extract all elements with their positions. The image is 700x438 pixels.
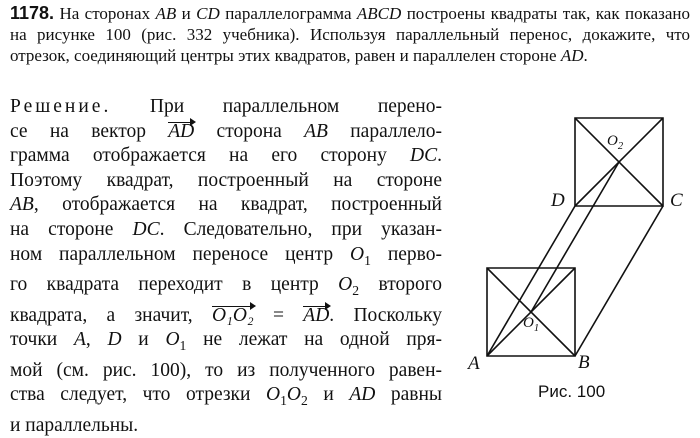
label-b: B [578, 352, 590, 373]
figure-100 [460, 110, 700, 427]
problem-cd: CD [196, 4, 220, 23]
solution-heading: Решение. [10, 96, 112, 117]
solution-line-10: точки A, D и $O_1$ не лежат на одной пря- [10, 329, 443, 354]
problem-text-5: . [583, 46, 588, 65]
problem-statement [10, 3, 690, 66]
side-bc [575, 206, 663, 356]
solution-text [10, 95, 442, 438]
solution-line-5: AB, отображается на квадрат, построенный [10, 194, 442, 216]
problem-ab: AB [155, 4, 177, 23]
solution-line-13: и параллельны. [10, 414, 139, 436]
label-d: D [551, 190, 565, 211]
solution-line-1: Решение. При параллельном перено- [10, 96, 442, 117]
vector-ad: AD [168, 120, 195, 142]
problem-text-3: параллелограмма [219, 4, 357, 23]
label-o1: $O_1$ [523, 315, 540, 334]
solution-line-4: Поэтому квадрат, построенный на стороне [10, 169, 442, 191]
solution-line-12: ства следует, что отрезки $O_1O_2$ и AD равны [10, 384, 442, 409]
label-c: C [670, 190, 683, 211]
problem-abcd: ABCD [356, 4, 402, 23]
parallelogram-diagram [460, 110, 700, 427]
problem-number: 1178. [10, 3, 55, 23]
label-a: A [468, 353, 480, 374]
figure-caption: Рис. 100 [538, 382, 606, 401]
label-o2: $O_2$ [607, 133, 624, 152]
problem-text-4: построены квадраты так, как показано на рисунке 100 (рис. 332 учебника). Используя параллельный перенос, докажите, что отрезок, соединяющий центры этих квадратов, равен и параллелен стороне [10, 4, 690, 65]
problem-ad: AD [560, 46, 584, 65]
solution-line-8: го квадрата переходит в центр $O_2$ второго [10, 274, 442, 298]
vector-ad-2: AD [303, 304, 330, 326]
problem-text-1: На сторонах [54, 4, 156, 23]
vector-o1o2: O₁O₂ [211, 304, 254, 326]
solution-line-7: ном параллельном переносе центр $O_1$ перво- [10, 243, 442, 268]
problem-text-2: и [176, 4, 197, 23]
solution-line-9: квадрата, а значит, O₁O₂ = AD. Поскольку [10, 304, 442, 329]
solution-line-6: на стороне DC. Следовательно, при указан- [10, 218, 442, 240]
solution-line-11: мой (см. рис. 100), то из полученного равен- [10, 359, 442, 381]
solution-line-2: се на вектор AD сторона AB параллело- [10, 120, 442, 145]
solution-line-3: грамма отображается на его сторону DC. [10, 145, 442, 167]
